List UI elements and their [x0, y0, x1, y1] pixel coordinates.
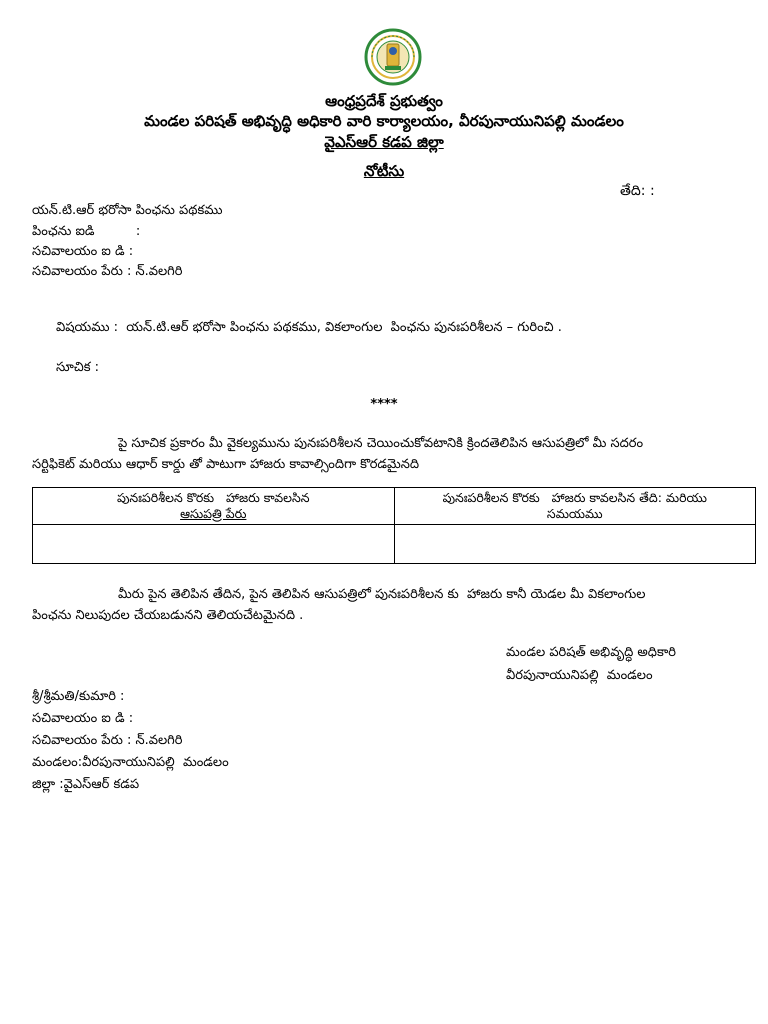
- table-cell-hospital: [33, 525, 395, 564]
- recipient-mandal: మండలం:వీరపునాయునిపల్లి మండలం: [32, 755, 229, 770]
- table-header-date-time: పునఃపరిశీలన కొరకు హాజరు కావలసిన తేది: మరియు సమయము: [394, 488, 756, 525]
- district-title: వైఎస్ఆర్ కడప జిల్లా: [324, 133, 444, 151]
- government-title: ఆంధ్రప్రదేశ్ ప్రభుత్వం: [325, 92, 443, 110]
- recipient-secretariat-id: సచివాలయం ఐ డి :: [32, 711, 134, 726]
- paragraph-1-line-2: సర్టిఫికెట్ మరియు ఆధార్ కార్డు తో పాటుగా హాజరు కావాల్సిందిగా కొరడమైనది: [32, 457, 420, 472]
- appointment-table: [32, 487, 756, 564]
- table-cell-date-time: [394, 525, 756, 564]
- paragraph-2-line-2: పింఛను నిలుపుదల చేయబడునని తెలియచేటమైనది .: [32, 608, 304, 623]
- paragraph-1-line-1: పై సూచిక ప్రకారం మీ వైకల్యమును పునఃపరిశీలన చెయించుకోవటానికి క్రిందతెలిపిన ఆసుపత్రిలో మీ సదరం: [118, 436, 644, 451]
- separator: ****: [370, 397, 398, 412]
- pension-id: పింఛను ఐడి :: [32, 224, 141, 239]
- paragraph-2-line-1: మీరు పైన తెలిపిన తేదిన, పైన తెలిపిన ఆసుపత్రిలో పునఃపరిశీలన కు హాజరు కానీ యెడల మీ వికలాంగుల: [118, 587, 646, 602]
- recipient-district: జిల్లా :వైఎస్ఆర్ కడప: [32, 777, 140, 792]
- table-header-row: [33, 488, 756, 525]
- table-row: [33, 525, 756, 564]
- notice-title: నోటీసు: [363, 162, 405, 180]
- andhra-pradesh-emblem-icon: [364, 28, 422, 86]
- signature-mandal: వీరపునాయునిపల్లి మండలం: [506, 668, 653, 683]
- recipient-secretariat-name: సచివాలయం పేరు : న్.వలగిరి: [32, 733, 183, 748]
- secretariat-name: సచివాలయం పేరు : న్.వలగిరి: [32, 264, 183, 279]
- date-label: తేది: :: [620, 183, 655, 199]
- scheme-name: యన్.టి.ఆర్ భరోసా పింఛను పథకము: [32, 203, 223, 218]
- secretariat-id: సచివాలయం ఐ డి :: [32, 244, 134, 259]
- office-title: మండల పరిషత్ అభివృద్ధి అధికారి వారి కార్యాలయం, వీరపునాయునిపల్లి మండలం: [144, 112, 624, 130]
- recipient-name: శ్రీ/శ్రీమతి/కుమారి :: [32, 689, 125, 704]
- reference-line: సూచిక :: [56, 360, 100, 375]
- table-header-hospital: పునఃపరిశీలన కొరకు హాజరు కావలసిన ఆసుపత్రి పేరు: [33, 488, 395, 525]
- subject-line: విషయము : యన్.టి.ఆర్ భరోసా పింఛను పథకము, వికలాంగుల పింఛను పునఃపరిశీలన – గురించి .: [56, 320, 562, 335]
- signature-designation: మండల పరిషత్ అభివృద్ధి అధికారి: [506, 645, 676, 660]
